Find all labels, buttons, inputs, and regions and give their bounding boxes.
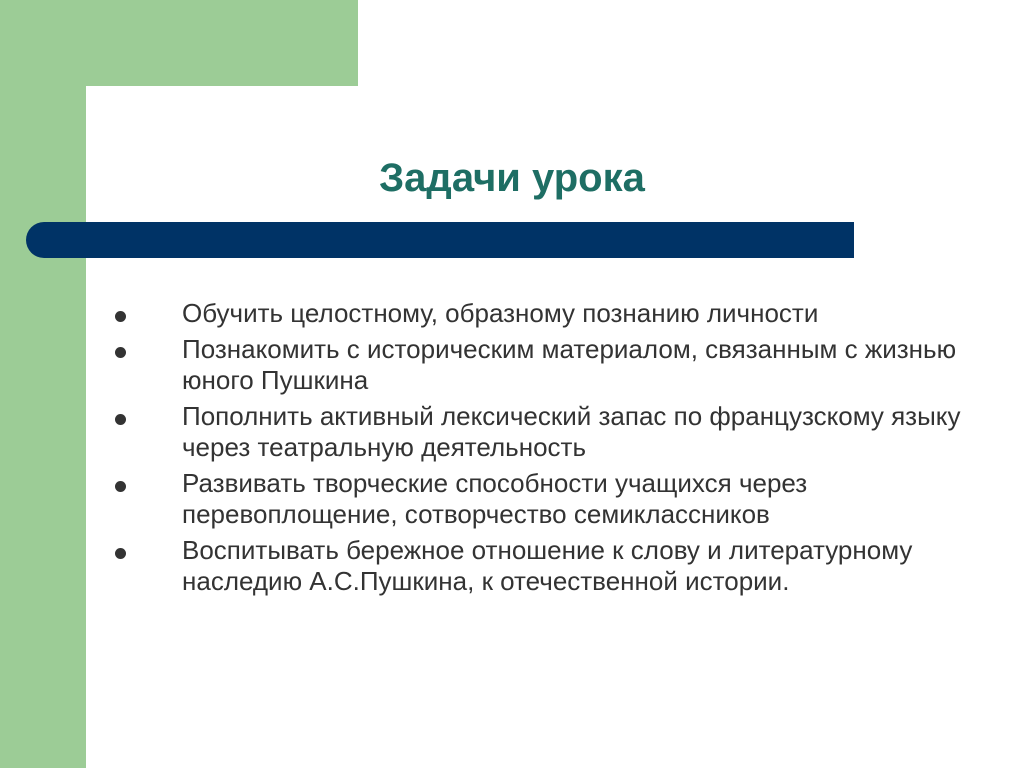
bullet-text: Познакомить с историческим материалом, связанным с жизнью юного Пушкина: [182, 334, 957, 395]
green-top-decoration: [0, 0, 358, 86]
bullet-dot-icon: [115, 414, 126, 425]
bullet-text: Пополнить активный лексический запас по французскому языку через театральную деятельность: [182, 401, 961, 462]
slide-title: Задачи урока: [379, 156, 645, 200]
green-sidebar-decoration: [0, 0, 86, 768]
bullet-dot-icon: [115, 548, 126, 559]
bullet-text: Развивать творческие способности учащихся через перевоплощение, сотворчество семиклассников: [182, 468, 808, 529]
bullet-text: Обучить целостному, образному познанию личности: [182, 298, 819, 328]
bullet-item: [112, 401, 992, 463]
bullet-dot-icon: [115, 311, 126, 322]
bullet-text: Воспитывать бережное отношение к слову и литературному наследию А.С.Пушкина, к отечественной истории.: [182, 535, 913, 596]
bullet-dot-icon: [115, 481, 126, 492]
bullet-item: [112, 298, 992, 329]
bullet-list: [112, 298, 992, 602]
bullet-item: [112, 468, 992, 530]
bullet-item: [112, 334, 992, 396]
bullet-dot-icon: [115, 347, 126, 358]
title-underline-bar: [26, 222, 854, 258]
bullet-item: [112, 535, 992, 597]
